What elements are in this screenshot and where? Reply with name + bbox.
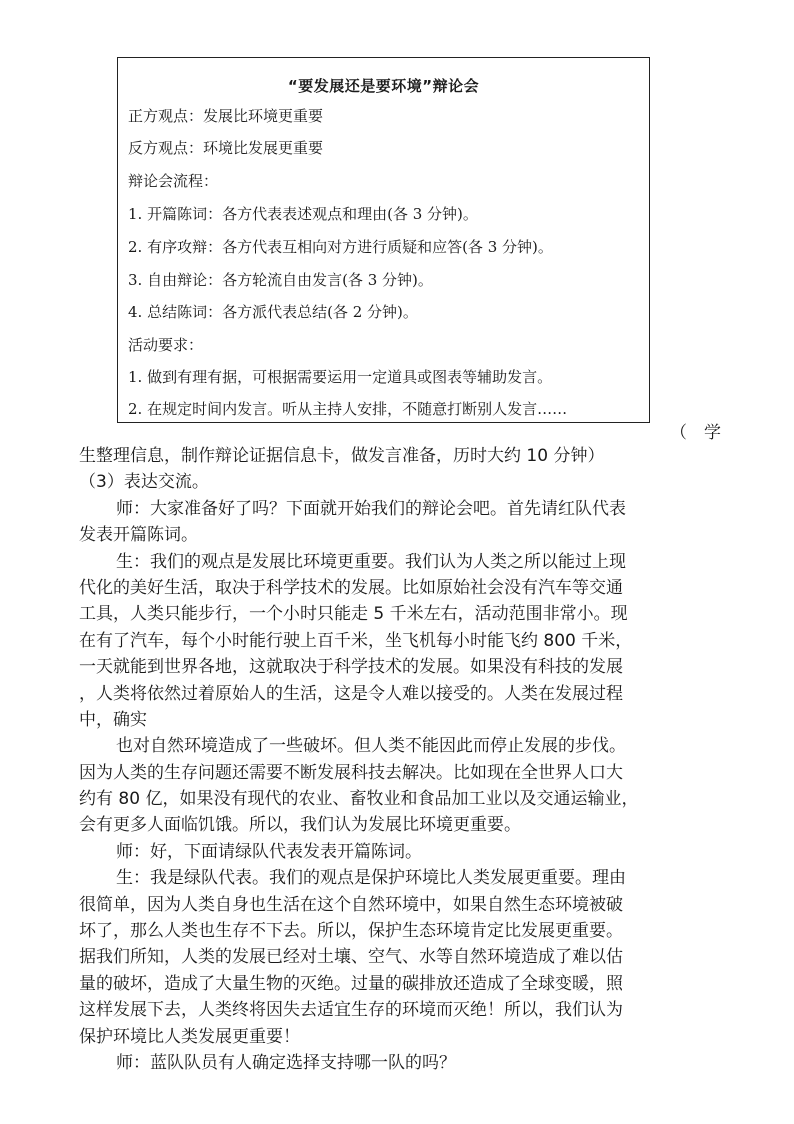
affirmative-view: 正方观点：发展比环境更重要 (128, 107, 324, 125)
student-line: ，人类将依然过着原始人的生活，这是令人难以接受的。人类在发展过程 (79, 683, 623, 704)
student-line: 生：我们的观点是发展比环境更重要。我们认为人类之所以能过上现 (116, 551, 626, 572)
negative-view: 反方观点：环境比发展更重要 (128, 139, 324, 157)
requirements-heading: 活动要求： (128, 336, 204, 354)
body-line: （3）表达交流。 (79, 472, 209, 493)
student-line: 很简单，因为人类自身也生活在这个自然环境中，如果自然生态环境被破 (79, 894, 623, 915)
teacher-line: 师：好，下面请绿队代表发表开篇陈词。 (116, 841, 422, 862)
student-line: 这样发展下去，人类终将因失去适宜生存的环境而灭绝！所以，我们认为 (79, 1000, 623, 1021)
student-line: 会有更多人面临饥饿。所以，我们认为发展比环境更重要。 (79, 815, 521, 836)
body-line: 生整理信息，制作辩论证据信息卡，做发言准备，历时大约 10 分钟） (79, 446, 605, 466)
process-step-4: 4. 总结陈词：各方派代表总结(各 2 分钟)。 (128, 303, 418, 321)
student-line: 约有 80 亿，如果没有现代的农业、畜牧业和食品加工业以及交通运输业， (79, 789, 639, 810)
teacher-line: 师：蓝队队员有人确定选择支持哪一队的吗？ (116, 1052, 456, 1073)
teacher-line: 师：大家准备好了吗？下面就开始我们的辩论会吧。首先请红队代表 (116, 498, 626, 519)
process-step-3: 3. 自由辩论：各方轮流自由发言(各 3 分钟)。 (128, 271, 433, 289)
student-line: 保护环境比人类发展更重要！ (79, 1026, 300, 1047)
student-line: 生：我是绿队代表。我们的观点是保护环境比人类发展更重要。理由 (116, 868, 626, 889)
debate-title: “要发展还是要环境”辩论会 (287, 77, 480, 95)
student-line: 代化的美好生活，取决于科学技术的发展。比如原始社会没有汽车等交通 (79, 577, 623, 598)
student-line: 也对自然环境造成了一些破坏。但人类不能因此而停止发展的步伐。 (116, 736, 626, 757)
student-line: 因为人类的生存问题还需要不断发展科技去解决。比如现在全世界人口大 (79, 762, 623, 783)
student-line: 据我们所知，人类的发展已经对土壤、空气、水等自然环境造成了难以估 (79, 947, 623, 968)
student-line: 坏了，那么人类也生存不下去。所以，保护生态环境肯定比发展更重要。 (79, 921, 623, 942)
student-line: 一天就能到世界各地，这就取决于科学技术的发展。如果没有科技的发展 (79, 657, 623, 678)
side-note: （ 学 (670, 423, 721, 443)
student-line: 工具，人类只能步行，一个小时只能走 5 千米左右，活动范围非常小。现 (79, 604, 628, 625)
student-line: 中，确实 (79, 709, 147, 730)
student-line: 在有了汽车，每个小时能行驶上百千米，坐飞机每小时能飞约 800 千米， (79, 630, 633, 651)
body-text (79, 443, 719, 1076)
process-step-2: 2. 有序攻辩：各方代表互相向对方进行质疑和应答(各 3 分钟)。 (128, 238, 553, 256)
student-line: 量的破坏，造成了大量生物的灭绝。过量的碳排放还造成了全球变暖，照 (79, 973, 623, 994)
requirement-1: 1. 做到有理有据，可根据需要运用一定道具或图表等辅助发言。 (128, 368, 553, 386)
teacher-line: 发表开篇陈词。 (79, 525, 198, 546)
requirement-2: 2. 在规定时间内发言。听从主持人安排，不随意打断别人发言…… (128, 400, 568, 418)
process-step-1: 1. 开篇陈词：各方代表表述观点和理由(各 3 分钟)。 (128, 205, 478, 223)
debate-info-box (117, 57, 650, 423)
process-heading: 辩论会流程： (128, 172, 219, 190)
